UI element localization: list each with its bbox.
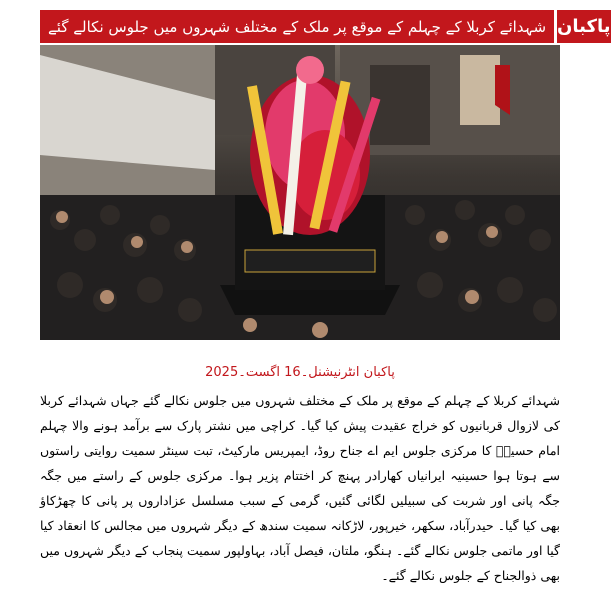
brand-logo [554,10,610,43]
headline-text: شہدائے کربلا کے چہلم کے موقع پر ملک کے مختلف شہروں میں جلوس نکالے گئے [48,17,547,36]
article-body: شہدائے کربلا کے چہلم کے موقع پر ملک کے مختلف شہروں میں جلوس نکالے گئے جہاں شہدائے کربلا کی لازوال قربانیوں کو خراج عقیدت پیش کیا گیا۔ کراچی میں نشتر پارک سے برآمد ہونے والا چہلم امام حسینؓ کا مرکزی جلوس ایم اے جناح روڈ، ایمپریس مارکیٹ، تبت سینٹر سمیت روایتی راستوں سے ہوتا ہوا حسینیہ ایرانیاں کھارادر پہنچ کر اختتام پزیر ہوا۔ مرکزی جلوس کے راستے میں جگہ جگہ پانی اور شربت کی سبیلیں لگائی گئیں، گرمی کے سبب مسلسل عزاداروں پر پانی کا چھڑکاؤ بھی کیا گیا۔ حیدرآباد، سکھر، خیرپور، لاڑکانہ سمیت سندھ کے دیگر شہروں میں مجالس کا انعقاد کیا گیا اور ماتمی جلوس نکالے گئے۔ ہنگو، ملتان، فیصل آباد، بہاولپور سمیت پنجاب کے دیگر شہروں میں بھی ذوالجناح کے جلوس نکالے گئے۔ [40,393,560,583]
news-photo [40,45,560,340]
brand-text: پاکبان [557,16,611,37]
dateline: پاکبان انٹرنیشنل۔16 اگست۔2025 [205,365,395,380]
header-bar [40,10,611,43]
headline [40,10,554,43]
